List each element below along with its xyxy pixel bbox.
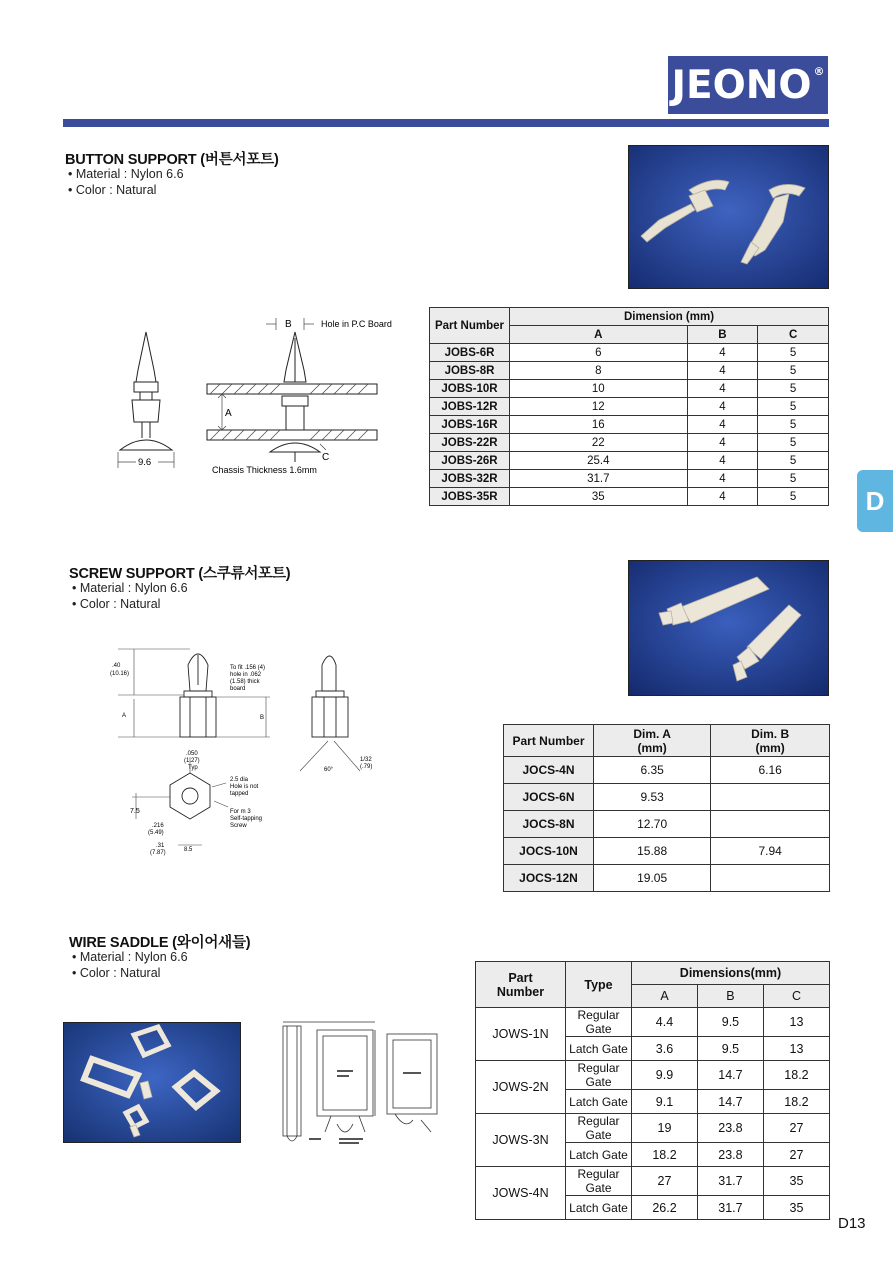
dim-b-cell: 31.7 (697, 1167, 763, 1196)
dim-a-label: A (225, 408, 232, 419)
brand-name: JEONO (671, 62, 812, 108)
dim-96-label: 9.6 (138, 457, 152, 468)
wire-saddle-drawing (275, 1020, 445, 1152)
dim-a-cell: 16 (510, 416, 688, 434)
table-row (430, 452, 829, 470)
type-cell: Regular Gate (566, 1008, 632, 1037)
dim-132-mm: (.79) (360, 764, 373, 770)
dim-b-cell: 9.5 (697, 1037, 763, 1061)
button-support-table (429, 307, 829, 506)
col-type: Type (566, 962, 632, 1008)
dim-40-mm: (10.16) (110, 671, 130, 677)
col-part-line1: Part (508, 970, 533, 985)
col-c: C (763, 985, 829, 1008)
table-row (430, 488, 829, 506)
part-number-cell: JOCS-6N (504, 784, 594, 811)
dim-b-cell: 4 (687, 434, 758, 452)
dim-a-cell: 9.9 (632, 1061, 698, 1090)
dim-b-cell (711, 811, 830, 838)
dim-a-cell: 9.53 (594, 784, 711, 811)
dim-b-cell (711, 784, 830, 811)
dim-b-screw: B (260, 715, 265, 721)
hole-1: 2.5 dia (230, 777, 249, 783)
dim-b-cell: 4 (687, 470, 758, 488)
dim-b-cell: 4 (687, 488, 758, 506)
part-number-cell: JOBS-6R (430, 344, 510, 362)
screw-support-table (503, 724, 830, 892)
dim-c-cell: 18.2 (763, 1090, 829, 1114)
dim-b-cell: 4 (687, 416, 758, 434)
dim-31: .31 (156, 843, 165, 849)
screw-support-color: • Color : Natural (72, 597, 161, 611)
dim-c-cell: 18.2 (763, 1061, 829, 1090)
table-row (430, 362, 829, 380)
col-dimensions: Dimensions(mm) (632, 962, 830, 985)
dim-132: 1/32 (360, 757, 372, 763)
part-number-cell: JOBS-26R (430, 452, 510, 470)
button-support-color: • Color : Natural (68, 183, 157, 197)
type-cell: Latch Gate (566, 1196, 632, 1220)
dim-c-cell: 5 (758, 452, 829, 470)
registered-mark: ® (813, 64, 825, 78)
screw-support-title: SCREW SUPPORT (스쿠류서포트) (69, 566, 291, 582)
button-support-title: BUTTON SUPPORT (버튼서포트) (65, 152, 279, 168)
part-number-cell: JOBS-32R (430, 470, 510, 488)
dim-c-cell: 5 (758, 344, 829, 362)
dim-a-cell: 10 (510, 380, 688, 398)
dim-typ: Typ (188, 765, 198, 771)
part-number-cell: JOBS-8R (430, 362, 510, 380)
dim-c-cell: 5 (758, 488, 829, 506)
col-dim-a-unit: (mm) (637, 740, 667, 755)
dim-b-cell (711, 865, 830, 892)
dim-c-cell: 27 (763, 1143, 829, 1167)
wire-saddle-photo (63, 1022, 241, 1143)
col-part-number: Part Number (430, 308, 510, 344)
part-number-cell: JOWS-2N (476, 1061, 566, 1114)
col-a: A (510, 326, 688, 344)
dim-a-cell: 6 (510, 344, 688, 362)
dim-b-cell: 9.5 (697, 1008, 763, 1037)
dim-a-cell: 12.70 (594, 811, 711, 838)
dim-c-cell: 13 (763, 1008, 829, 1037)
dim-b-cell: 7.94 (711, 838, 830, 865)
dim-c-cell: 13 (763, 1037, 829, 1061)
fit-4: board (230, 686, 246, 692)
dim-c-cell: 5 (758, 470, 829, 488)
col-a: A (632, 985, 698, 1008)
hole-label: Hole in P.C Board (321, 319, 392, 329)
dim-b-cell: 4 (687, 344, 758, 362)
col-c: C (758, 326, 829, 344)
dim-40: .40 (112, 663, 121, 669)
button-support-photo (628, 145, 829, 289)
table-row (504, 865, 830, 892)
dim-a-cell: 22 (510, 434, 688, 452)
dim-b-cell: 4 (687, 362, 758, 380)
dim-a-cell: 9.1 (632, 1090, 698, 1114)
dim-b-cell: 6.16 (711, 757, 830, 784)
col-dim-a (594, 725, 711, 757)
dim-a-cell: 6.35 (594, 757, 711, 784)
part-number-cell: JOBS-16R (430, 416, 510, 434)
dim-216-mm: (5.49) (148, 830, 164, 836)
section-tab: D (857, 470, 893, 532)
screw-3: Screw (230, 823, 247, 829)
dim-a-cell: 19 (632, 1114, 698, 1143)
dim-a-cell: 18.2 (632, 1143, 698, 1167)
table-row (504, 784, 830, 811)
dim-050: .050 (186, 751, 198, 757)
col-b: B (697, 985, 763, 1008)
dim-b-cell: 4 (687, 380, 758, 398)
header-rule (63, 119, 829, 127)
fit-2: hole in .062 (230, 672, 262, 678)
dim-31-mm: (7.87) (150, 850, 166, 856)
dim-050-mm: (1.27) (184, 758, 200, 764)
dim-c-cell: 35 (763, 1167, 829, 1196)
dim-angle: 60° (324, 767, 334, 773)
dim-c-cell: 27 (763, 1114, 829, 1143)
col-part-line2: Number (496, 984, 545, 999)
dim-c-cell: 5 (758, 362, 829, 380)
col-dim-a-label: Dim. A (633, 726, 671, 741)
screw-support-material: • Material : Nylon 6.6 (72, 581, 188, 595)
dim-a-cell: 4.4 (632, 1008, 698, 1037)
part-number-cell: JOWS-4N (476, 1167, 566, 1220)
dim-b-cell: 14.7 (697, 1090, 763, 1114)
table-row (430, 398, 829, 416)
part-number-cell: JOCS-10N (504, 838, 594, 865)
dim-c-label: C (322, 452, 330, 463)
dim-b-cell: 23.8 (697, 1114, 763, 1143)
table-row (430, 380, 829, 398)
dim-a-cell: 25.4 (510, 452, 688, 470)
col-dim-b (711, 725, 830, 757)
dim-b-cell: 23.8 (697, 1143, 763, 1167)
dim-a-cell: 3.6 (632, 1037, 698, 1061)
dim-a-cell: 15.88 (594, 838, 711, 865)
dim-c-cell: 5 (758, 416, 829, 434)
type-cell: Latch Gate (566, 1143, 632, 1167)
dim-c-cell: 5 (758, 380, 829, 398)
dim-c-cell: 35 (763, 1196, 829, 1220)
button-support-material: • Material : Nylon 6.6 (68, 167, 184, 181)
dim-b-cell: 4 (687, 398, 758, 416)
col-b: B (687, 326, 758, 344)
dim-a-screw: A (122, 713, 127, 719)
dim-c-cell: 5 (758, 434, 829, 452)
dim-a-cell: 26.2 (632, 1196, 698, 1220)
table-row (476, 1114, 830, 1143)
wire-saddle-color: • Color : Natural (72, 966, 161, 980)
dim-b-cell: 4 (687, 452, 758, 470)
dim-a-cell: 31.7 (510, 470, 688, 488)
part-number-cell: JOBS-22R (430, 434, 510, 452)
chassis-label: Chassis Thickness 1.6mm (212, 465, 317, 475)
dim-a-cell: 27 (632, 1167, 698, 1196)
dim-85: 8.5 (184, 847, 193, 853)
table-row (476, 1167, 830, 1196)
part-number-cell: JOWS-3N (476, 1114, 566, 1167)
part-number-cell: JOCS-12N (504, 865, 594, 892)
table-row (476, 1061, 830, 1090)
brand-logo (668, 56, 828, 114)
dim-a-cell: 8 (510, 362, 688, 380)
type-cell: Latch Gate (566, 1037, 632, 1061)
table-row (430, 470, 829, 488)
screw-support-drawing (110, 645, 380, 860)
col-dim-b-label: Dim. B (751, 726, 790, 741)
col-part-number: Part Number (504, 725, 594, 757)
table-row (504, 757, 830, 784)
wire-saddle-title: WIRE SADDLE (와이어새들) (69, 935, 251, 951)
fit-1: To fit .156 (4) (230, 665, 266, 671)
dim-b-cell: 31.7 (697, 1196, 763, 1220)
hole-2: Hole is not (230, 784, 259, 790)
part-number-cell: JOBS-10R (430, 380, 510, 398)
screw-2: Self-tapping (230, 816, 263, 822)
wire-saddle-table (475, 961, 830, 1220)
dim-a-cell: 19.05 (594, 865, 711, 892)
table-row (504, 838, 830, 865)
part-number-cell: JOBS-35R (430, 488, 510, 506)
hole-3: tapped (230, 791, 249, 797)
dim-b-label: B (285, 319, 292, 330)
screw-support-photo (628, 560, 829, 696)
type-cell: Regular Gate (566, 1061, 632, 1090)
dim-a-cell: 12 (510, 398, 688, 416)
screw-1: For m 3 (230, 809, 251, 815)
table-row (430, 344, 829, 362)
part-number-cell: JOCS-8N (504, 811, 594, 838)
dim-b-cell: 14.7 (697, 1061, 763, 1090)
button-support-drawing (110, 312, 420, 482)
table-row (430, 434, 829, 452)
type-cell: Latch Gate (566, 1090, 632, 1114)
dim-a-cell: 35 (510, 488, 688, 506)
part-number-cell: JOCS-4N (504, 757, 594, 784)
part-number-cell: JOBS-12R (430, 398, 510, 416)
table-row (504, 811, 830, 838)
table-row (430, 416, 829, 434)
col-part-number (476, 962, 566, 1008)
part-number-cell: JOWS-1N (476, 1008, 566, 1061)
dim-216: .216 (152, 823, 164, 829)
table-row (476, 1008, 830, 1037)
col-dim-b-unit: (mm) (755, 740, 785, 755)
wire-saddle-material: • Material : Nylon 6.6 (72, 950, 188, 964)
type-cell: Regular Gate (566, 1167, 632, 1196)
page-number: D13 (838, 1215, 866, 1232)
dim-75: 7.5 (130, 808, 140, 815)
type-cell: Regular Gate (566, 1114, 632, 1143)
col-dimension: Dimension (mm) (510, 308, 829, 326)
dim-c-cell: 5 (758, 398, 829, 416)
fit-3: (1.58) thick (230, 679, 260, 685)
